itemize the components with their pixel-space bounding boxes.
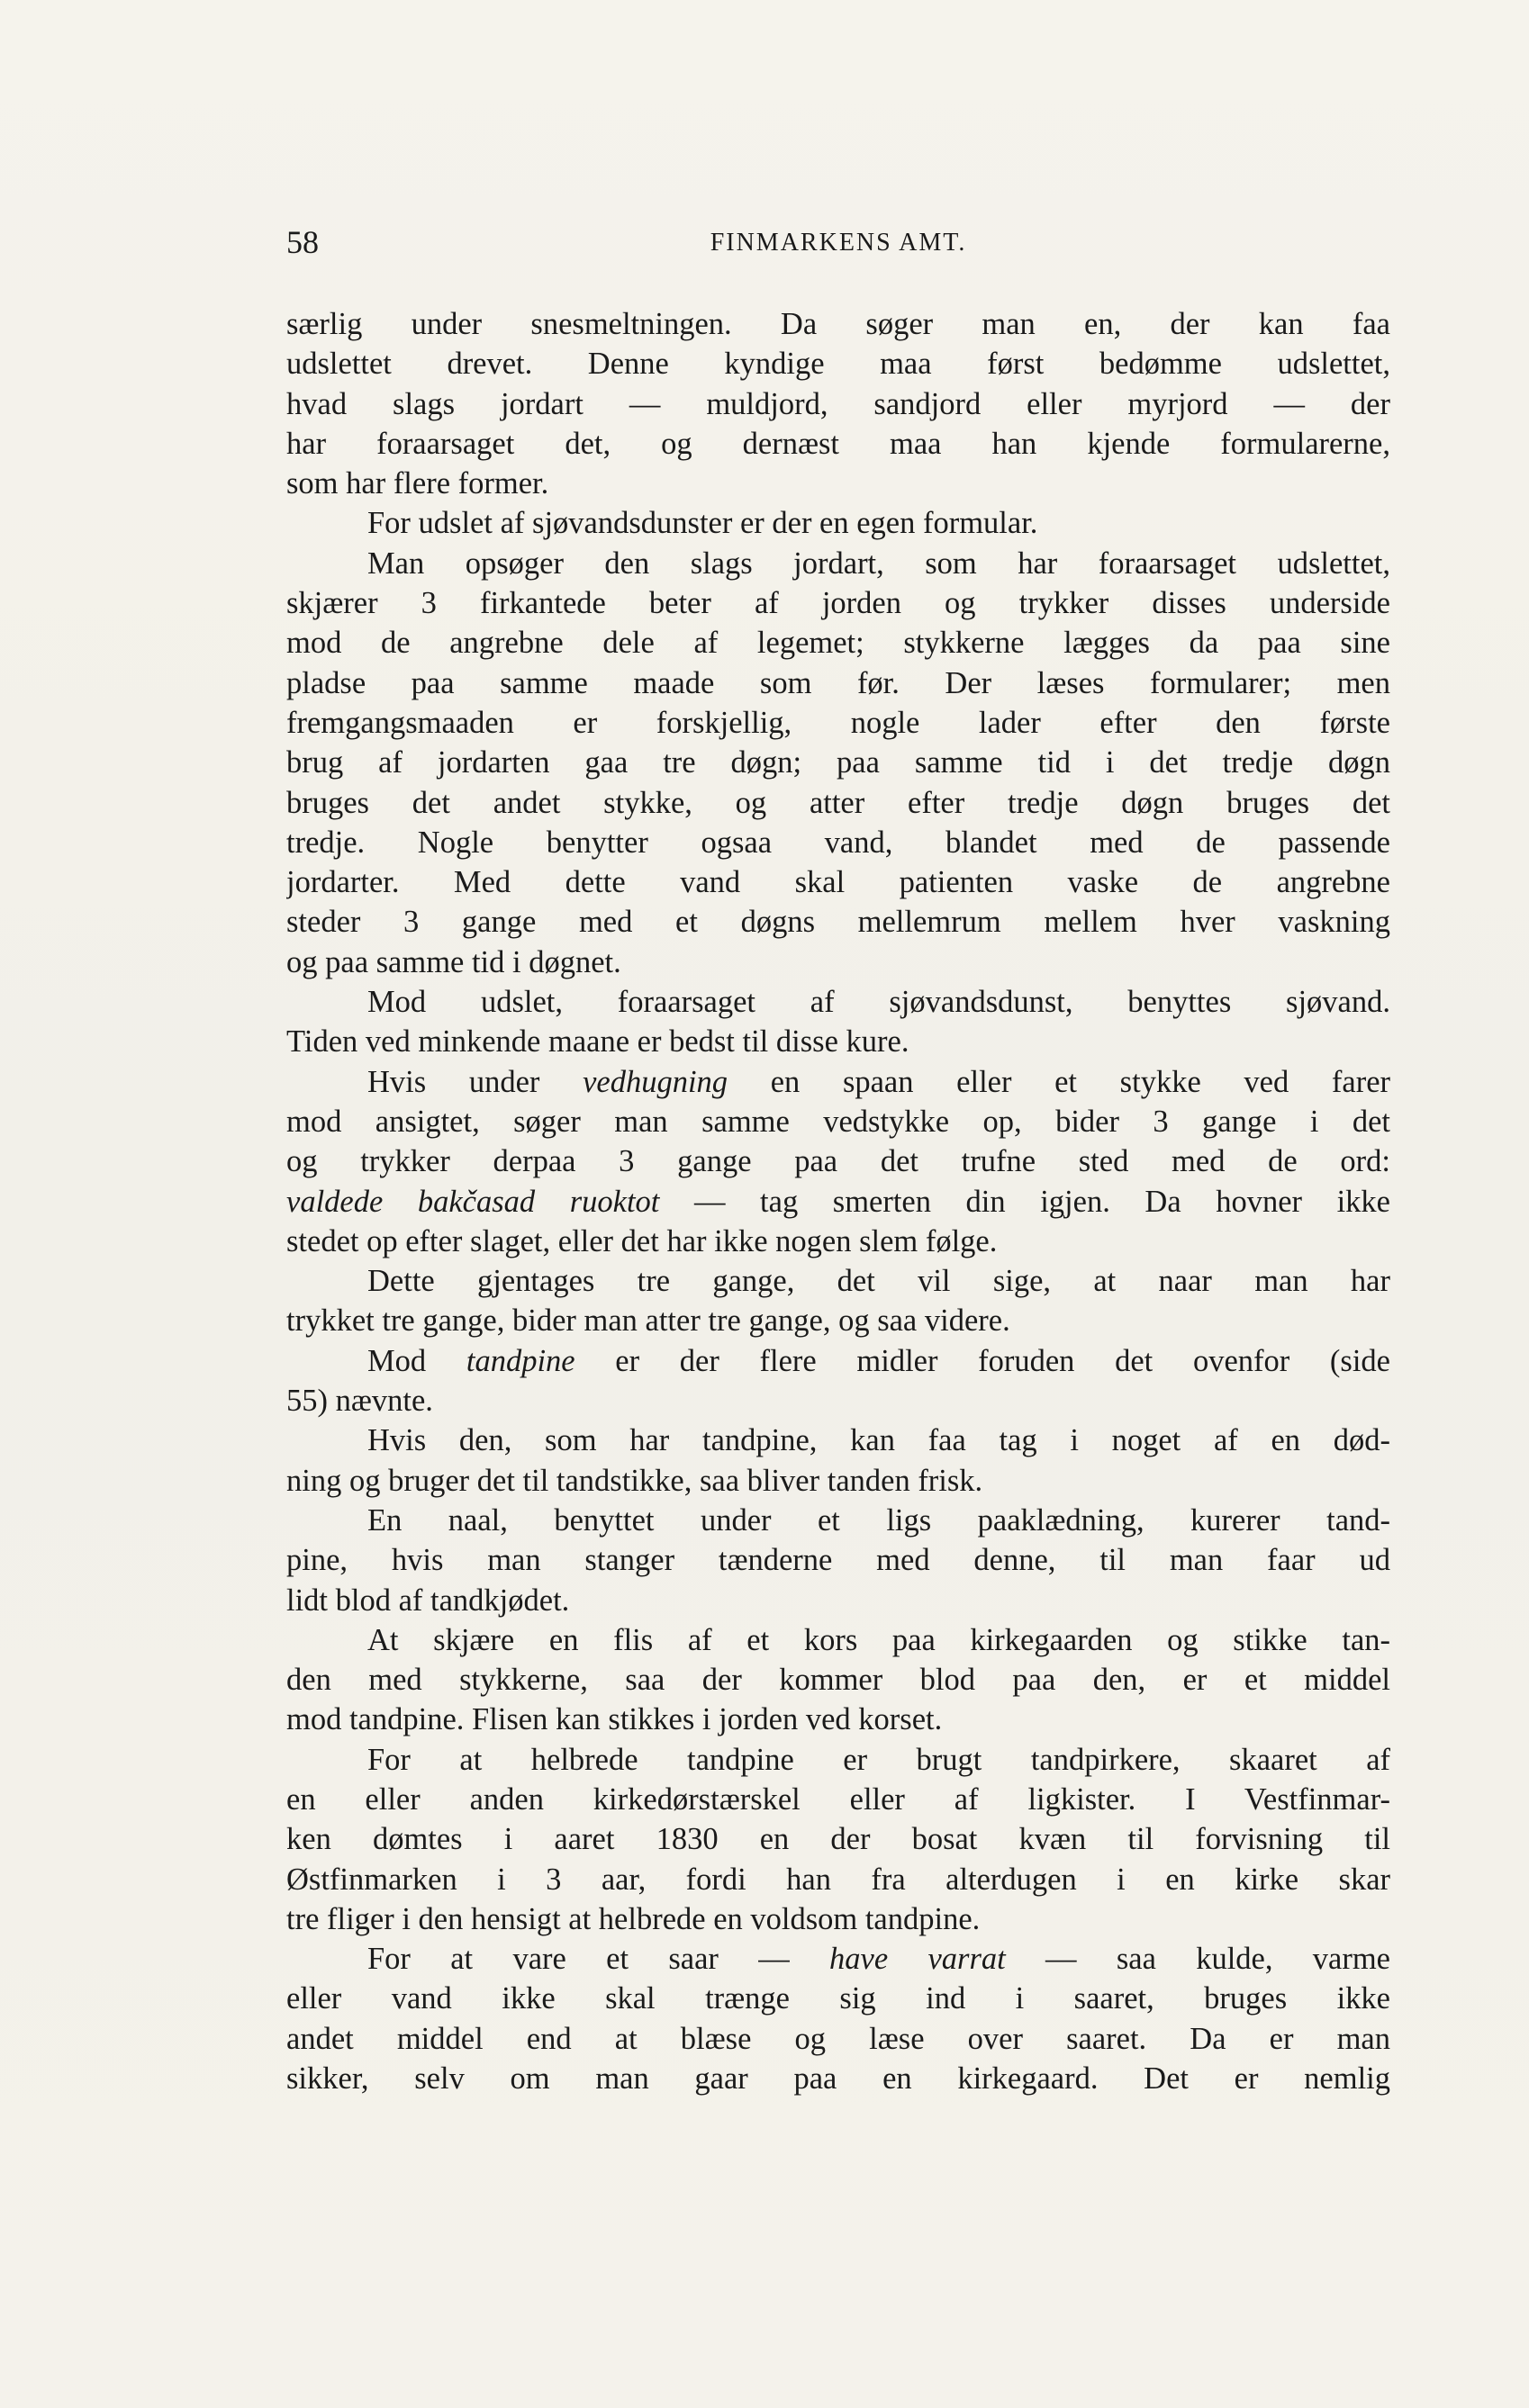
text-line: hvad slags jordart — muldjord, sandjord eller myrjord — der — [286, 386, 1390, 421]
text-line: tredje. Nogle benytter ogsaa vand, blandet med de passende — [286, 825, 1390, 860]
text-line: og paa samme tid i døgnet. — [286, 944, 621, 979]
italic-term: have varrat — [829, 1942, 1006, 1977]
text-line: fremgangsmaaden er forskjellig, nogle lader efter den første — [286, 705, 1390, 740]
line-text: — saa kulde, varme — [1005, 1942, 1390, 1977]
text-line: som har flere former. — [286, 466, 549, 501]
text-line: andet middel end at blæse og læse over saaret. Da er man — [286, 2021, 1390, 2056]
text-line: har foraarsaget det, og dernæst maa han kjende formularerne, — [286, 426, 1390, 461]
text-line: skjærer 3 firkantede beter af jorden og trykker disses underside — [286, 586, 1390, 621]
line-text: en spaan eller et stykke ved farer — [728, 1064, 1390, 1099]
page-number: 58 — [286, 224, 319, 260]
text-line: pladse paa samme maade som før. Der læses formularer; men — [286, 665, 1390, 700]
text-line: brug af jordarten gaa tre døgn; paa samme tid i det tredje døgn — [286, 745, 1390, 780]
text-line — [286, 1341, 1390, 1381]
text-line: ken dømtes i aaret 1830 en der bosat kvæn til forvisning til — [286, 1822, 1390, 1857]
text-line: jordarter. Med dette vand skal patienten vaske de angrebne — [286, 865, 1390, 900]
text-line: lidt blod af tandkjødet. — [286, 1583, 570, 1618]
text-line: mod tandpine. Flisen kan stikkes i jorden ved korset. — [286, 1702, 943, 1737]
text-line: ning og bruger det til tandstikke, saa bliver tanden frisk. — [286, 1463, 983, 1498]
text-line: sikker, selv om man gaar paa en kirkegaard. Det er nemlig — [286, 2061, 1390, 2097]
text-line: Østfinmarken i 3 aar, fordi han fra alterdugen i en kirke skar — [286, 1862, 1390, 1897]
line-text: — tag smerten din igjen. Da hovner ikke — [659, 1184, 1390, 1219]
line-text: er der flere midler foruden det ovenfor (side — [575, 1343, 1390, 1378]
text-line: For udslet af sjøvandsdunster er der en egen formular. — [367, 506, 1038, 541]
running-head: FINMARKENS AMT. — [710, 229, 967, 257]
text-line: og trykker derpaa 3 gange paa det trufne sted med de ord: — [286, 1144, 1390, 1179]
text-line: Tiden ved minkende maane er bedst til disse kure. — [286, 1024, 909, 1060]
text-line: trykket tre gange, bider man atter tre gange, og saa videre. — [286, 1303, 1010, 1339]
text-line: Hvis den, som har tandpine, kan faa tag i noget af en død- — [367, 1423, 1390, 1458]
text-line: den med stykkerne, saa der kommer blod paa den, er et middel — [286, 1663, 1390, 1698]
text-line: en eller anden kirkedørstærskel eller af ligkister. I Vestfinmar- — [286, 1781, 1390, 1817]
text-line: Dette gjentages tre gange, det vil sige, at naar man har — [367, 1264, 1390, 1299]
text-line: mod ansigtet, søger man samme vedstykke op, bider 3 gange i det — [286, 1104, 1390, 1139]
italic-term: tandpine — [466, 1343, 575, 1378]
text-line: udslettet drevet. Denne kyndige maa først bedømme udslettet, — [286, 347, 1390, 382]
text-line: For at helbrede tandpine er brugt tandpirkere, skaaret af — [367, 1742, 1390, 1777]
page-header — [286, 223, 1390, 268]
line-text: For at vare et saar — — [367, 1942, 830, 1977]
text-line: Mod udslet, foraarsaget af sjøvandsdunst, benyttes sjøvand. — [367, 985, 1390, 1020]
text-line: bruges det andet stykke, og atter efter tredje døgn bruges det — [286, 785, 1390, 820]
text-line: mod de angrebne dele af legemet; stykkerne lægges da paa sine — [286, 626, 1390, 661]
text-line: steder 3 gange med et døgns mellemrum mellem hver vaskning — [286, 905, 1390, 940]
text-line: Man opsøger den slags jordart, som har foraarsaget udslettet, — [367, 546, 1390, 581]
text-line: 55) nævnte. — [286, 1384, 433, 1419]
italic-term: valdede bakčasad ruoktot — [286, 1184, 660, 1219]
text-line: eller vand ikke skal trænge sig ind i saaret, bruges ikke — [286, 1981, 1390, 2016]
text-line: særlig under snesmeltningen. Da søger man en, der kan faa — [286, 307, 1390, 341]
text-line: En naal, benyttet under et ligs paaklædning, kurerer tand- — [367, 1502, 1390, 1538]
text-line — [286, 1182, 1390, 1222]
text-line: pine, hvis man stanger tænderne med denne, til man faar ud — [286, 1543, 1390, 1578]
body-text — [286, 304, 1390, 2098]
text-line: At skjære en flis af et kors paa kirkegaarden og stikke tan- — [367, 1622, 1390, 1657]
line-text: Mod — [367, 1343, 466, 1378]
text-line: tre fliger i den hensigt at helbrede en voldsom tandpine. — [286, 1901, 981, 1936]
text-line: stedet op efter slaget, eller det har ikke nogen slem følge. — [286, 1223, 998, 1258]
line-text: Hvis under — [367, 1064, 584, 1099]
text-line — [286, 1062, 1390, 1102]
italic-term: vedhugning — [583, 1064, 728, 1099]
text-line — [286, 1939, 1390, 1979]
